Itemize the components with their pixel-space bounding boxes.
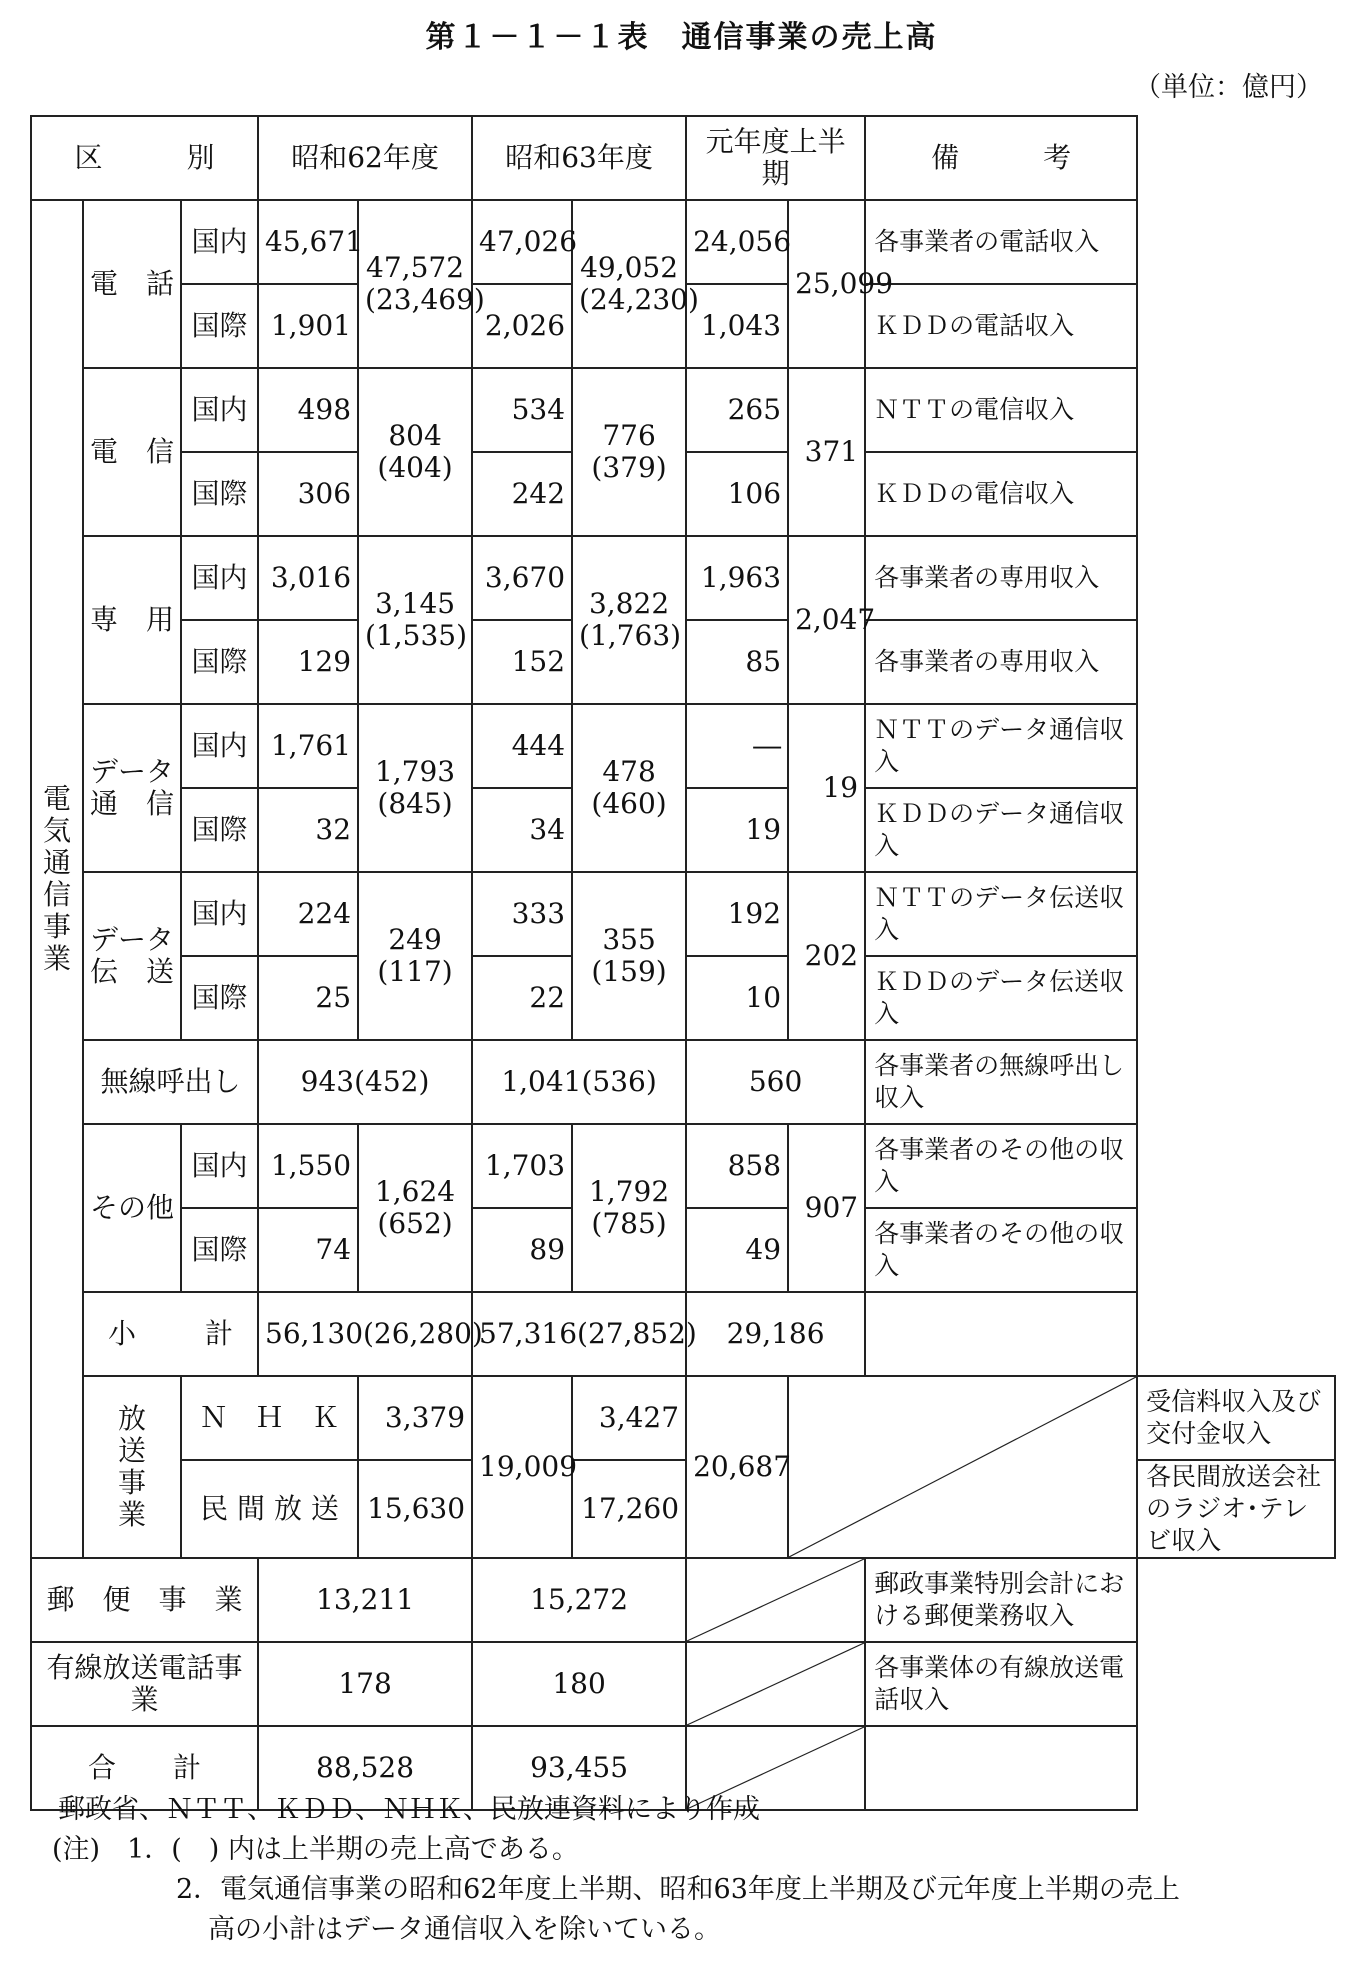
cell: 47,026 xyxy=(472,200,572,284)
cell: 24,056 xyxy=(686,200,788,284)
note-cell: 各事業者の無線呼出し収入 xyxy=(865,1040,1137,1124)
cell: 57,316(27,852) xyxy=(472,1292,686,1376)
table-row xyxy=(31,1040,1335,1124)
sub-domestic: 国内 xyxy=(181,368,258,452)
section-telecom-label: 電 気 通 信 事 業 xyxy=(31,200,83,1558)
table-row xyxy=(31,536,1335,620)
note-cell: 各事業者のその他の収入 xyxy=(865,1208,1137,1292)
cell: 25,099 xyxy=(788,200,865,368)
table-row xyxy=(31,1124,1335,1208)
merged-cell: 1,793 (845) xyxy=(358,704,472,872)
merged-cell: 804 (404) xyxy=(358,368,472,536)
note-cell: ＫＤＤのデータ伝送収入 xyxy=(865,956,1137,1040)
cell: 1,901 xyxy=(258,284,358,368)
cell: 2,026 xyxy=(472,284,572,368)
table-row xyxy=(31,368,1335,452)
cell: 943(452) xyxy=(258,1040,472,1124)
cell: 858 xyxy=(686,1124,788,1208)
merged-cell: 1,624 (652) xyxy=(358,1124,472,1292)
cell: 88,528 xyxy=(258,1726,472,1810)
cell: 371 xyxy=(788,368,865,536)
table-row xyxy=(31,1642,1335,1726)
note-cell: ＮＴＴの電信収入 xyxy=(865,368,1137,452)
cell: 242 xyxy=(472,452,572,536)
sub-international: 国際 xyxy=(181,284,258,368)
note-cell: 各事業体の有線放送電話収入 xyxy=(865,1642,1137,1726)
note-cell: 各事業者のその他の収入 xyxy=(865,1124,1137,1208)
note-cell: 郵政事業特別会計における郵便業務収入 xyxy=(865,1558,1137,1642)
cell: 560 xyxy=(686,1040,865,1124)
cell: 19,009 xyxy=(472,1376,572,1558)
section-broadcast-label: 放 送 事 業 xyxy=(83,1376,181,1558)
note-cell: 各事業者の専用収入 xyxy=(865,536,1137,620)
empty-diagonal-cell xyxy=(686,1642,865,1726)
unit-label: （単位：億円） xyxy=(1134,72,1323,103)
cell: 152 xyxy=(472,620,572,704)
cell: 20,687 xyxy=(686,1376,788,1558)
cell: 25 xyxy=(258,956,358,1040)
merged-cell: 47,572 (23,469) xyxy=(358,200,472,368)
cell: 10 xyxy=(686,956,788,1040)
row-paging-label: 無線呼出し xyxy=(83,1040,258,1124)
cell: 224 xyxy=(258,872,358,956)
cell: 498 xyxy=(258,368,358,452)
cell: 306 xyxy=(258,452,358,536)
cell: 180 xyxy=(472,1642,686,1726)
row-nhk-label: Ｎ Ｈ Ｋ xyxy=(181,1376,358,1460)
cell: 29,186 xyxy=(686,1292,865,1376)
cell: 3,379 xyxy=(358,1376,472,1460)
note-2-cont: 高の小計はデータ通信収入を除いている。 xyxy=(208,1914,721,1945)
cell: 534 xyxy=(472,368,572,452)
cell: 129 xyxy=(258,620,358,704)
table-row xyxy=(31,872,1335,956)
cell: 1,043 xyxy=(686,284,788,368)
cell: 444 xyxy=(472,704,572,788)
cell: 202 xyxy=(788,872,865,1040)
note-1: (注) 1．( ) 内は上半期の売上高である。 xyxy=(52,1834,579,1865)
cell: 15,272 xyxy=(472,1558,686,1642)
cell: 89 xyxy=(472,1208,572,1292)
cell: 3,670 xyxy=(472,536,572,620)
row-postal-label: 郵 便 事 業 xyxy=(31,1558,258,1642)
cell: 106 xyxy=(686,452,788,536)
sub-domestic: 国内 xyxy=(181,1124,258,1208)
note-cell: ＫＤＤのデータ通信収入 xyxy=(865,788,1137,872)
note-2: 2．電気通信事業の昭和62年度上半期、昭和63年度上半期及び元年度上半期の売上 xyxy=(176,1874,1180,1905)
cell: 56,130(26,280) xyxy=(258,1292,472,1376)
merged-cell: 249 (117) xyxy=(358,872,472,1040)
note-cell: 各事業者の専用収入 xyxy=(865,620,1137,704)
table-row xyxy=(31,1376,1335,1460)
sub-domestic: 国内 xyxy=(181,872,258,956)
row-phone-label: 電 話 xyxy=(83,200,181,368)
cell: ― xyxy=(686,704,788,788)
sub-domestic: 国内 xyxy=(181,536,258,620)
table-row xyxy=(31,704,1335,788)
cell: 93,455 xyxy=(472,1726,686,1810)
row-cable-label: 有線放送電話事業 xyxy=(31,1642,258,1726)
note-cell: ＮＴＴのデータ伝送収入 xyxy=(865,872,1137,956)
cell: 32 xyxy=(258,788,358,872)
cell: 1,761 xyxy=(258,704,358,788)
row-grand-total-label: 合 計 xyxy=(31,1726,258,1810)
cell: 13,211 xyxy=(258,1558,472,1642)
merged-cell: 776 (379) xyxy=(572,368,686,536)
merged-cell: 478 (460) xyxy=(572,704,686,872)
cell: 1,963 xyxy=(686,536,788,620)
subtotal-row xyxy=(31,1292,1335,1376)
sub-international: 国際 xyxy=(181,956,258,1040)
row-subtotal-label: 小 計 xyxy=(83,1292,258,1376)
note-cell xyxy=(865,1292,1137,1376)
cell: 19 xyxy=(788,704,865,872)
empty-diagonal-cell xyxy=(686,1558,865,1642)
table-title: 第１－１－１表 通信事業の売上高 xyxy=(425,20,938,55)
merged-cell: 3,145 (1,535) xyxy=(358,536,472,704)
revenue-table xyxy=(30,115,1336,1811)
row-private-bc-label: 民 間 放 送 xyxy=(181,1460,358,1558)
sub-international: 国際 xyxy=(181,788,258,872)
cell: 3,016 xyxy=(258,536,358,620)
cell: 1,703 xyxy=(472,1124,572,1208)
header-s62: 昭和62年度 xyxy=(258,116,472,200)
row-telegraph-label: 電 信 xyxy=(83,368,181,536)
cell: 34 xyxy=(472,788,572,872)
row-other-label: その他 xyxy=(83,1124,181,1292)
row-leased-label: 専 用 xyxy=(83,536,181,704)
sub-domestic: 国内 xyxy=(181,200,258,284)
header-s63: 昭和63年度 xyxy=(472,116,686,200)
table-row xyxy=(31,1460,1335,1558)
note-cell: ＮＴＴのデータ通信収入 xyxy=(865,704,1137,788)
merged-cell: 49,052 (24,230) xyxy=(572,200,686,368)
cell: 49 xyxy=(686,1208,788,1292)
row-data-trans-label: データ 伝 送 xyxy=(83,872,181,1040)
cell: 1,041(536) xyxy=(472,1040,686,1124)
merged-cell: 3,822 (1,763) xyxy=(572,536,686,704)
cell: 74 xyxy=(258,1208,358,1292)
cell: 2,047 xyxy=(788,536,865,704)
cell: 3,427 xyxy=(572,1376,686,1460)
row-data-comm-label: データ 通 信 xyxy=(83,704,181,872)
note-cell: ＫＤＤの電話収入 xyxy=(865,284,1137,368)
cell: 15,630 xyxy=(358,1460,472,1558)
cell: 17,260 xyxy=(572,1460,686,1558)
cell: 907 xyxy=(788,1124,865,1292)
cell: 19 xyxy=(686,788,788,872)
note-cell: 各民間放送会社のラジオ･テレビ収入 xyxy=(1137,1460,1335,1558)
merged-cell: 355 (159) xyxy=(572,872,686,1040)
source-note: 郵政省、ＮＴＴ、ＫＤＤ、ＮＨＫ、民放連資料により作成 xyxy=(58,1794,760,1825)
table-row xyxy=(31,1558,1335,1642)
sub-international: 国際 xyxy=(181,452,258,536)
cell: 45,671 xyxy=(258,200,358,284)
cell: 333 xyxy=(472,872,572,956)
cell: 192 xyxy=(686,872,788,956)
cell: 85 xyxy=(686,620,788,704)
sub-domestic: 国内 xyxy=(181,704,258,788)
header-note: 備 考 xyxy=(865,116,1137,200)
header-row xyxy=(31,116,1335,200)
cell: 178 xyxy=(258,1642,472,1726)
cell: 265 xyxy=(686,368,788,452)
table-row xyxy=(31,200,1335,284)
cell: 1,550 xyxy=(258,1124,358,1208)
header-h1: 元年度上半期 xyxy=(686,116,865,200)
note-cell: 受信料収入及び交付金収入 xyxy=(1137,1376,1335,1460)
header-category: 区 別 xyxy=(31,116,258,200)
sub-international: 国際 xyxy=(181,1208,258,1292)
empty-diagonal-cell xyxy=(788,1376,1137,1558)
note-cell: 各事業者の電話収入 xyxy=(865,200,1137,284)
sub-international: 国際 xyxy=(181,620,258,704)
cell: 22 xyxy=(472,956,572,1040)
merged-cell: 1,792 (785) xyxy=(572,1124,686,1292)
footnotes xyxy=(52,1790,1180,1950)
note-cell: ＫＤＤの電信収入 xyxy=(865,452,1137,536)
